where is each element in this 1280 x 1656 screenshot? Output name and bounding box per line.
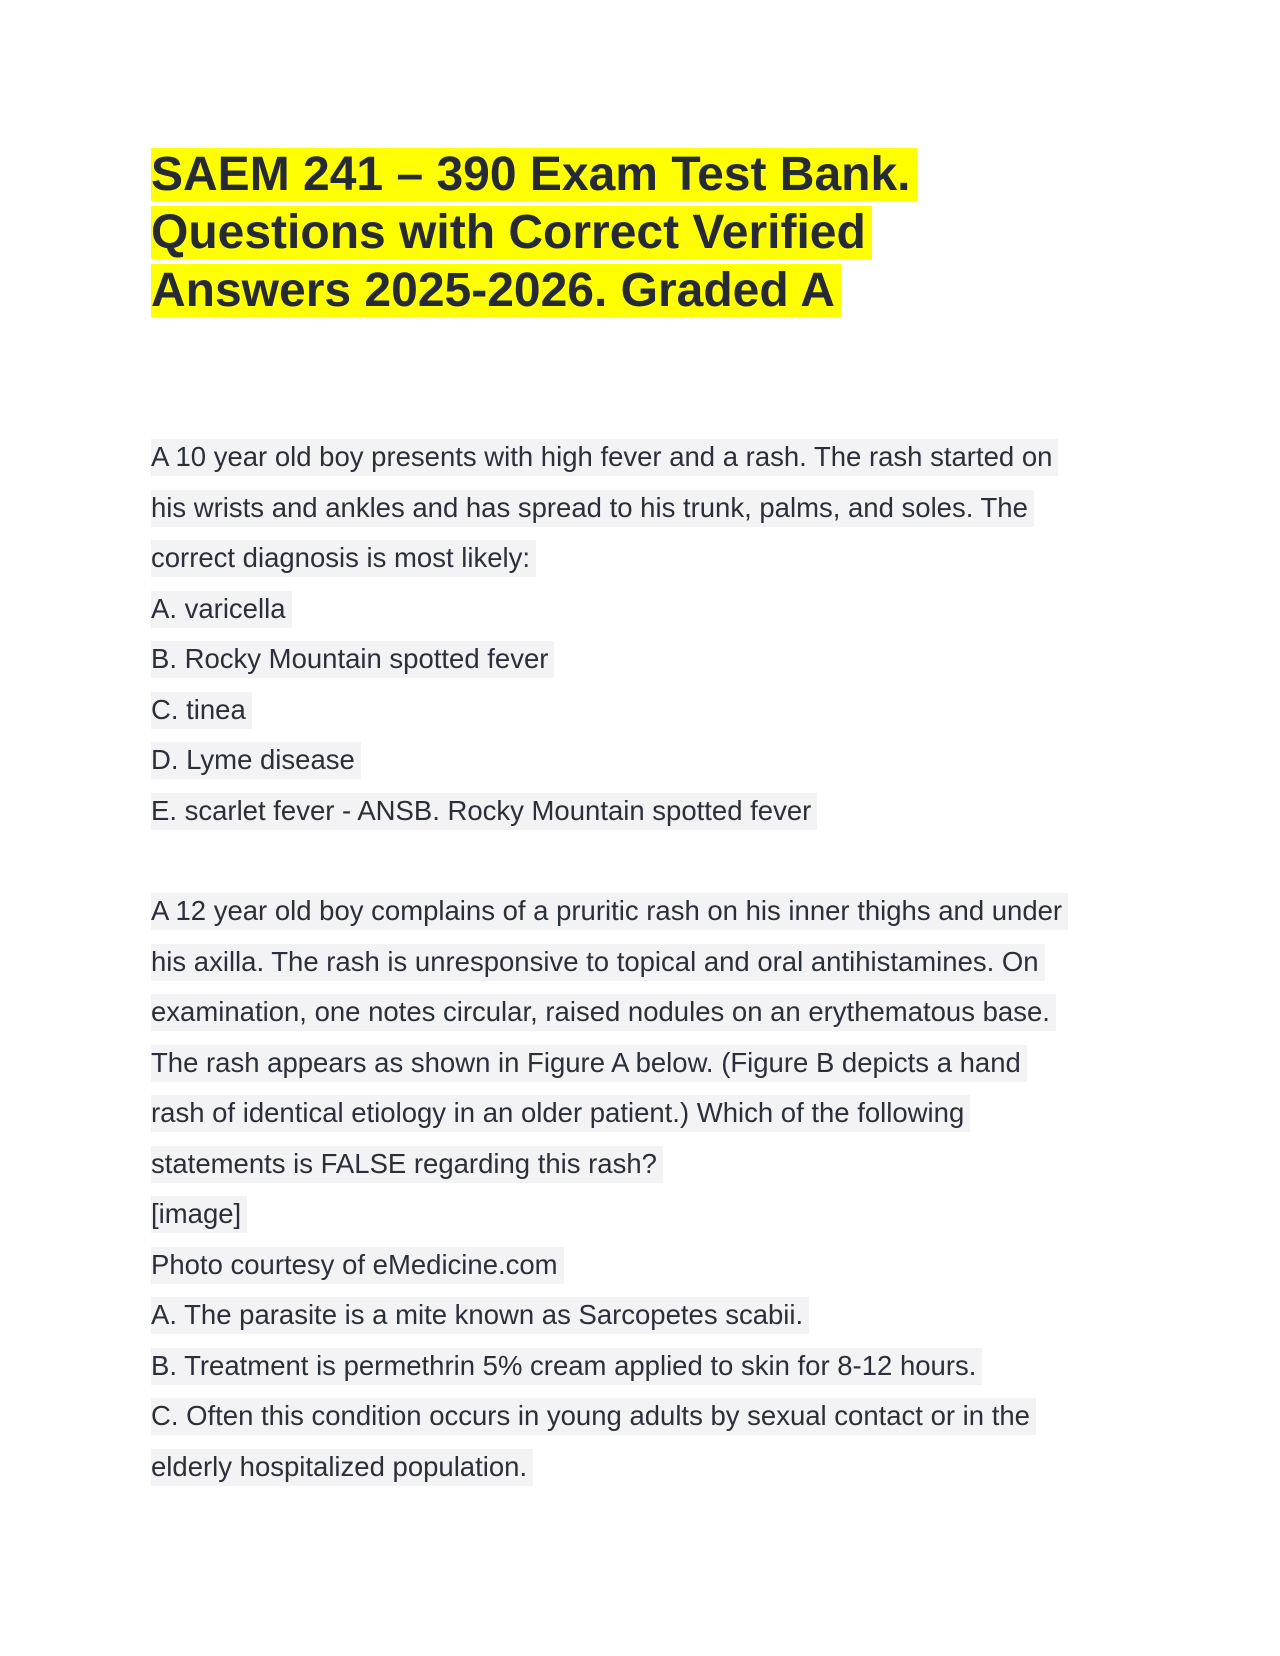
- question-line: [151, 886, 1131, 937]
- option-text: C. tinea: [151, 692, 252, 729]
- answer-option: [151, 634, 1131, 685]
- image-placeholder-text: [image]: [151, 1196, 247, 1233]
- document-title: [151, 146, 1131, 320]
- question-text: examination, one notes circular, raised nodules on an erythematous base.: [151, 994, 1056, 1031]
- question-text: A 12 year old boy complains of a pruritic rash on his inner thighs and under: [151, 893, 1068, 930]
- question-line: [151, 1139, 1131, 1190]
- option-text: B. Treatment is permethrin 5% cream applied to skin for 8-12 hours.: [151, 1348, 982, 1385]
- title-line-3: Answers 2025-2026. Graded A: [151, 264, 841, 317]
- question-line: [151, 533, 1131, 584]
- title-line-2: Questions with Correct Verified: [151, 206, 872, 259]
- answer-option: [151, 1290, 1131, 1341]
- question-text: his axilla. The rash is unresponsive to topical and oral antihistamines. On: [151, 944, 1045, 981]
- question-text: correct diagnosis is most likely:: [151, 540, 536, 577]
- option-text: C. Often this condition occurs in young adults by sexual contact or in the: [151, 1398, 1036, 1435]
- answer-option: [151, 1341, 1131, 1392]
- title-line-1: SAEM 241 – 390 Exam Test Bank.: [151, 148, 917, 201]
- option-text: E. scarlet fever - ANSB. Rocky Mountain spotted fever: [151, 793, 817, 830]
- question-line: [151, 1038, 1131, 1089]
- answer-option: [151, 685, 1131, 736]
- answer-option: [151, 584, 1131, 635]
- option-text: D. Lyme disease: [151, 742, 361, 779]
- question-2: [151, 886, 1131, 1492]
- question-line: [151, 1088, 1131, 1139]
- document-page: [151, 146, 1131, 1542]
- answer-option-continued: [151, 1442, 1131, 1493]
- question-text: his wrists and ankles and has spread to his trunk, palms, and soles. The: [151, 490, 1034, 527]
- question-1: [151, 432, 1131, 836]
- question-line: [151, 987, 1131, 1038]
- question-text: A 10 year old boy presents with high fever and a rash. The rash started on: [151, 439, 1058, 476]
- photo-credit: [151, 1240, 1131, 1291]
- question-line: [151, 483, 1131, 534]
- option-text: B. Rocky Mountain spotted fever: [151, 641, 554, 678]
- question-line: [151, 937, 1131, 988]
- answer-option: [151, 735, 1131, 786]
- image-placeholder: [151, 1189, 1131, 1240]
- question-text: rash of identical etiology in an older patient.) Which of the following: [151, 1095, 970, 1132]
- question-line: [151, 432, 1131, 483]
- answer-option: [151, 1391, 1131, 1442]
- answer-option: [151, 786, 1131, 837]
- question-text: The rash appears as shown in Figure A below. (Figure B depicts a hand: [151, 1045, 1027, 1082]
- option-text: A. varicella: [151, 591, 292, 628]
- option-text: A. The parasite is a mite known as Sarcopetes scabii.: [151, 1297, 809, 1334]
- question-text: statements is FALSE regarding this rash?: [151, 1146, 663, 1183]
- questions-list: [151, 432, 1131, 1492]
- photo-credit-text: Photo courtesy of eMedicine.com: [151, 1247, 564, 1284]
- option-text: elderly hospitalized population.: [151, 1449, 533, 1486]
